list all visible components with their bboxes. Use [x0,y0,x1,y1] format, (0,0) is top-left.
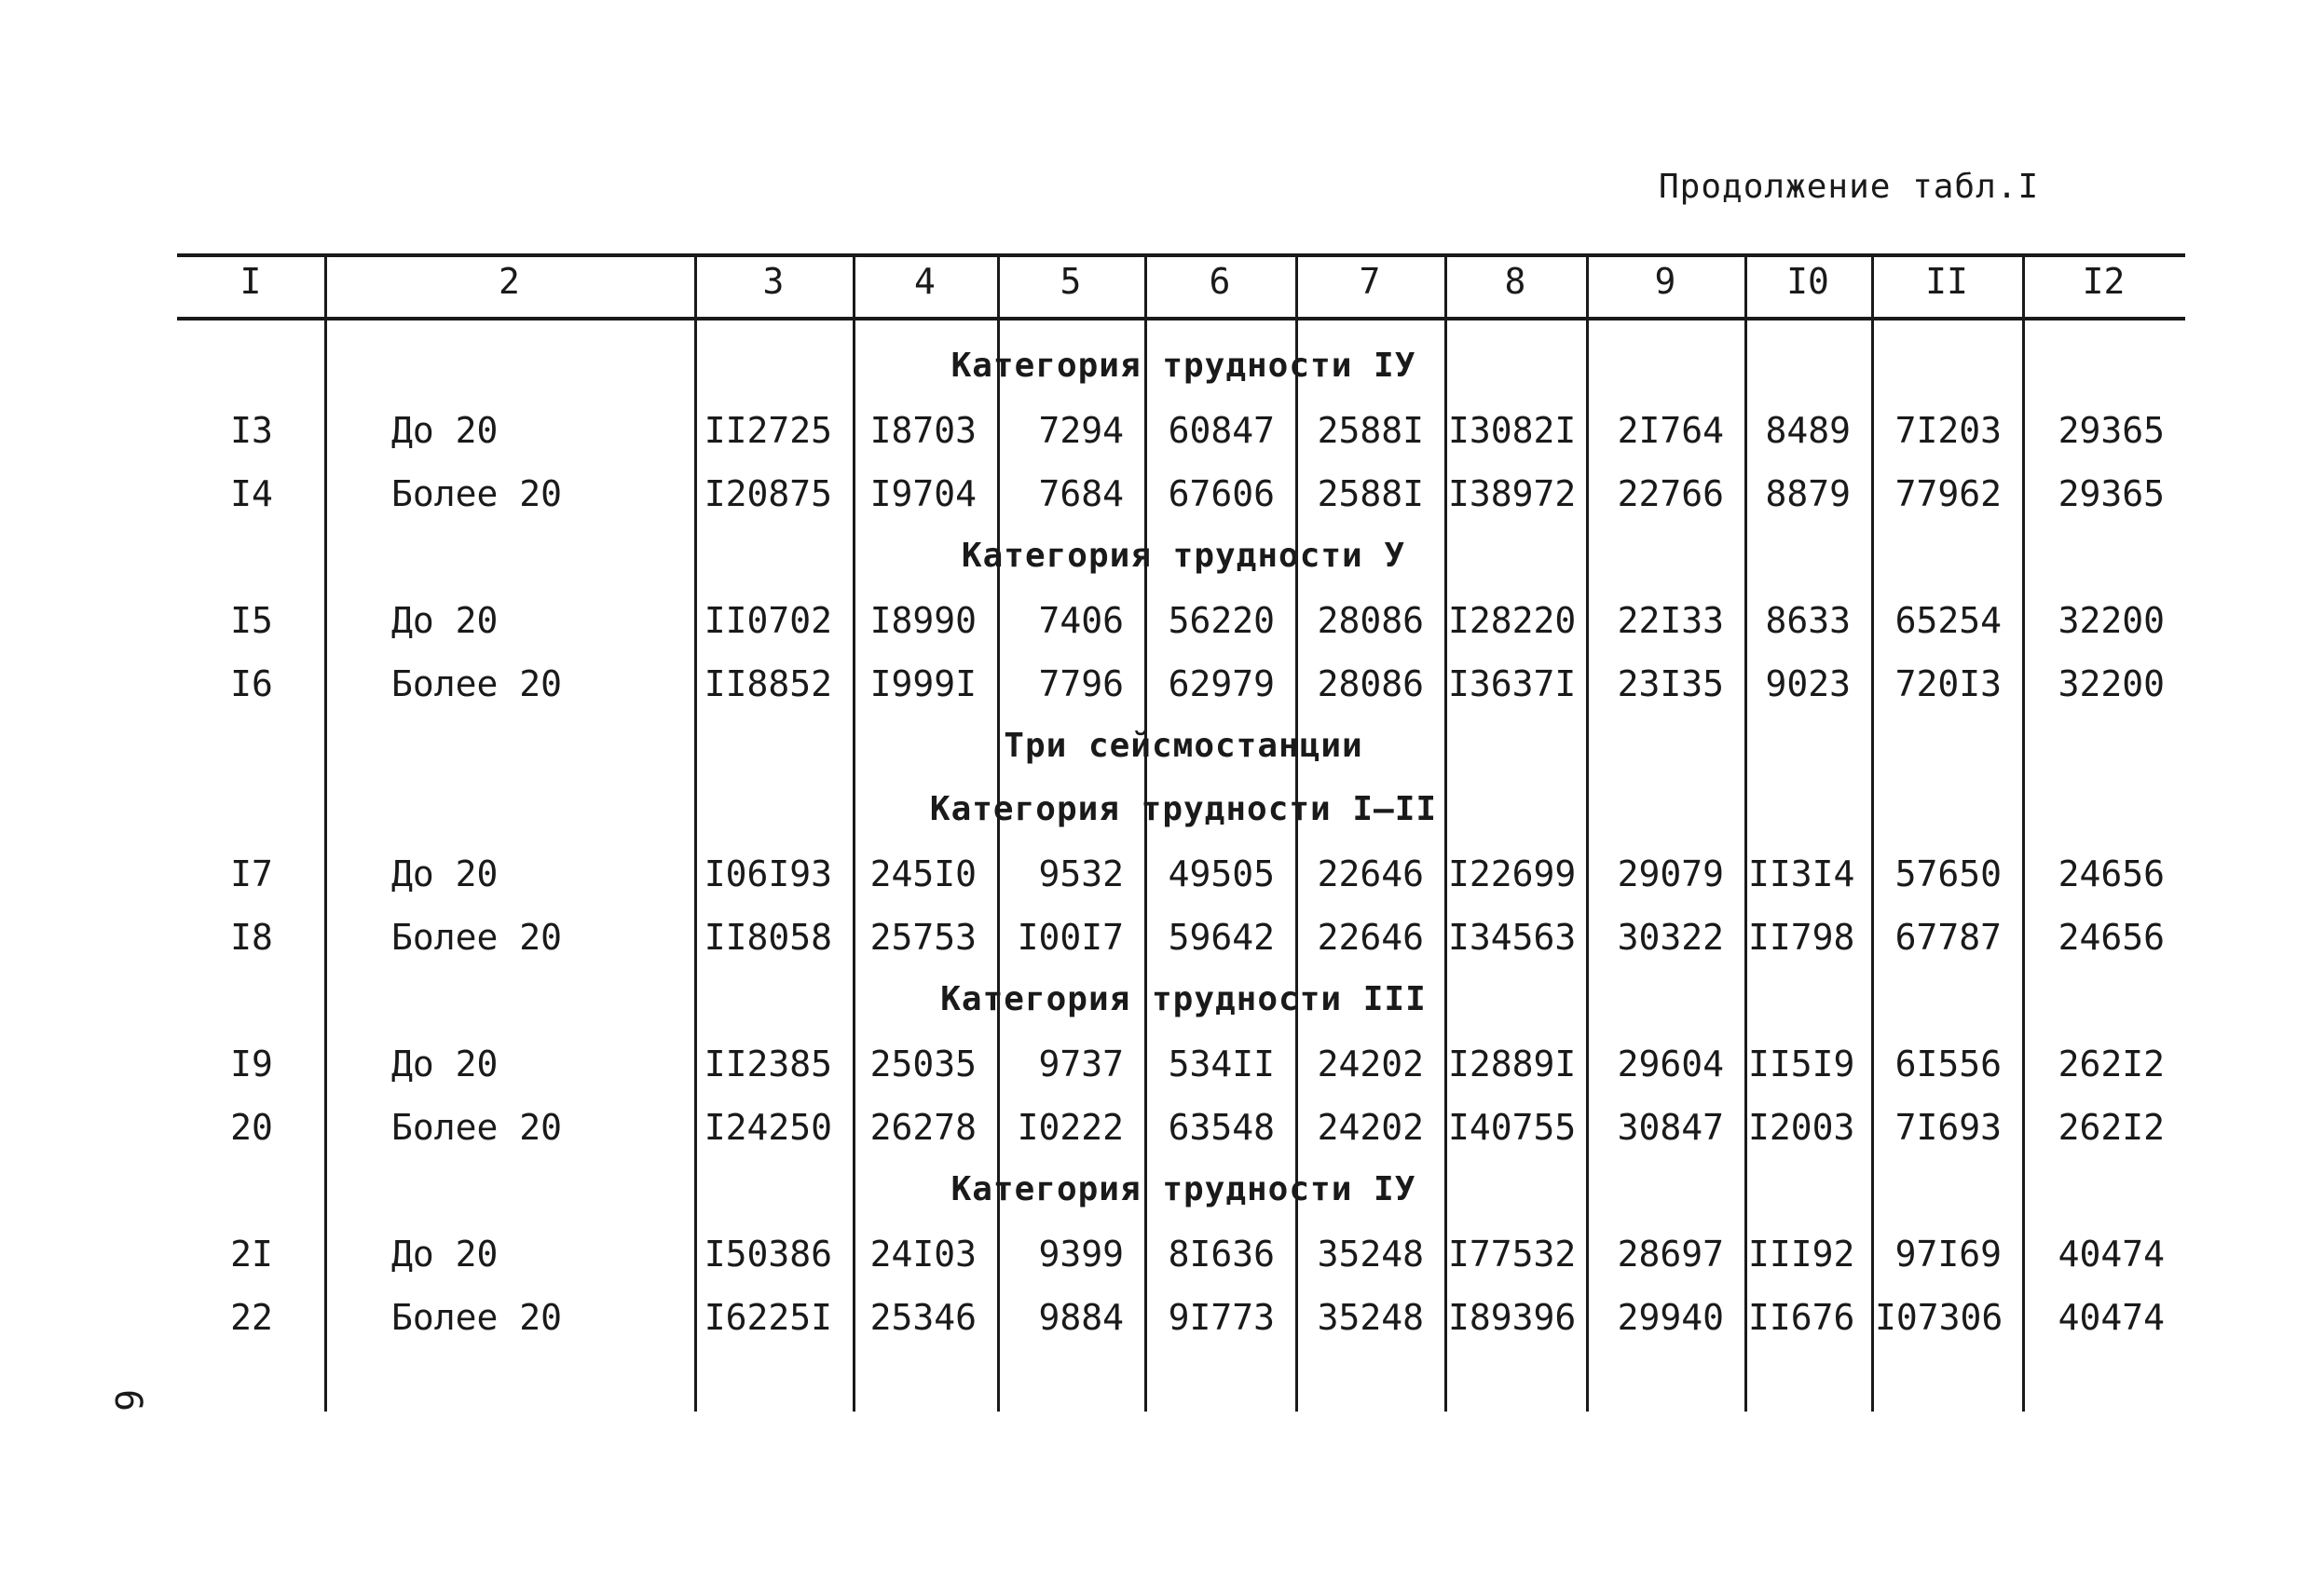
value-cell: I40755 [1448,1107,1577,1148]
value-cell: 63548 [1168,1107,1275,1148]
value-cell: 97I69 [1894,1234,2002,1275]
value-cell: 2588I [1317,410,1424,451]
value-cell: 22646 [1317,853,1424,894]
section-heading: Три сейсмостанции [1004,727,1363,765]
value-cell: 32200 [2058,600,2165,641]
value-cell: I2889I [1448,1044,1577,1084]
column-header: II [1925,261,1968,302]
value-cell: I8990 [869,600,977,641]
value-cell: 40474 [2058,1297,2165,1338]
value-cell: II798 [1748,917,1855,958]
value-cell: I50386 [704,1234,832,1275]
section-heading: Категория трудности У [961,537,1406,575]
value-cell: I3637I [1448,663,1577,704]
value-cell: I38972 [1448,473,1577,514]
table-row [0,1044,2311,1099]
column-header: I2 [2082,261,2126,302]
table-top-rule [177,253,2185,257]
value-cell: 8489 [1765,410,1851,451]
value-cell: 2I764 [1617,410,1724,451]
range-cell: До 20 [391,853,499,894]
table-row [0,1234,2311,1289]
value-cell: III92 [1748,1234,1855,1275]
value-cell: I28220 [1448,600,1577,641]
value-cell: 28086 [1317,600,1424,641]
row-number-cell: I9 [230,1044,273,1084]
value-cell: 29604 [1617,1044,1724,1084]
range-cell: До 20 [391,600,499,641]
value-cell: 9737 [1038,1044,1124,1084]
value-cell: I77532 [1448,1234,1577,1275]
value-cell: 262I2 [2058,1107,2165,1148]
value-cell: 67606 [1168,473,1275,514]
range-cell: Более 20 [391,473,563,514]
column-header: 8 [1504,261,1526,302]
value-cell: I2003 [1748,1107,1855,1148]
value-cell: 26278 [869,1107,977,1148]
value-cell: 29940 [1617,1297,1724,1338]
value-cell: 65254 [1894,600,2002,641]
value-cell: 49505 [1168,853,1275,894]
value-cell: 57650 [1894,853,2002,894]
section-heading: Категория трудности III [940,980,1427,1018]
value-cell: 24I03 [869,1234,977,1275]
value-cell: I24250 [704,1107,832,1148]
header-bottom-rule [177,317,2185,321]
value-cell: II2385 [704,1044,832,1084]
value-cell: 56220 [1168,600,1275,641]
value-cell: 25346 [869,1297,977,1338]
value-cell: I89396 [1448,1297,1577,1338]
value-cell: 59642 [1168,917,1275,958]
value-cell: 24656 [2058,853,2165,894]
column-header: 4 [914,261,936,302]
value-cell: 7406 [1038,600,1124,641]
value-cell: 29079 [1617,853,1724,894]
row-number-cell: I3 [230,410,273,451]
value-cell: I9704 [869,473,977,514]
value-cell: 40474 [2058,1234,2165,1275]
value-cell: 25035 [869,1044,977,1084]
value-cell: 9884 [1038,1297,1124,1338]
page-number: 6 [106,1388,150,1412]
range-cell: До 20 [391,1234,499,1275]
value-cell: II0702 [704,600,832,641]
row-number-cell: I5 [230,600,273,641]
value-cell: I8703 [869,410,977,451]
table-row [0,473,2311,529]
value-cell: 7796 [1038,663,1124,704]
value-cell: I20875 [704,473,832,514]
value-cell: 22766 [1617,473,1724,514]
value-cell: 60847 [1168,410,1275,451]
section-heading: Категория трудности I–II [929,790,1438,828]
row-number-cell: I4 [230,473,273,514]
table-row [0,410,2311,466]
table-row [0,600,2311,656]
row-number-cell: I8 [230,917,273,958]
table-row [0,917,2311,973]
value-cell: I22699 [1448,853,1577,894]
column-header: 2 [499,261,520,302]
row-number-cell: 22 [230,1297,273,1338]
value-cell: II3I4 [1748,853,1855,894]
column-header: 9 [1654,261,1676,302]
row-number-cell: I6 [230,663,273,704]
value-cell: 9399 [1038,1234,1124,1275]
value-cell: 30847 [1617,1107,1724,1148]
table-row [0,663,2311,719]
column-header: 7 [1359,261,1381,302]
range-cell: До 20 [391,1044,499,1084]
section-heading: Категория трудности IУ [950,1170,1416,1208]
value-cell: 7I693 [1894,1107,2002,1148]
value-cell: I34563 [1448,917,1577,958]
value-cell: I3082I [1448,410,1577,451]
value-cell: II5I9 [1748,1044,1855,1084]
value-cell: 29365 [2058,473,2165,514]
value-cell: 35248 [1317,1297,1424,1338]
value-cell: 8633 [1765,600,1851,641]
value-cell: 77962 [1894,473,2002,514]
value-cell: 24656 [2058,917,2165,958]
value-cell: 67787 [1894,917,2002,958]
value-cell: II2725 [704,410,832,451]
value-cell: 24202 [1317,1107,1424,1148]
range-cell: До 20 [391,410,499,451]
value-cell: 28697 [1617,1234,1724,1275]
value-cell: II676 [1748,1297,1855,1338]
value-cell: 23I35 [1617,663,1724,704]
value-cell: 9023 [1765,663,1851,704]
value-cell: I00I7 [1017,917,1124,958]
range-cell: Более 20 [391,917,563,958]
value-cell: 35248 [1317,1234,1424,1275]
value-cell: 534II [1168,1044,1275,1084]
row-number-cell: 2I [230,1234,273,1275]
value-cell: 6I556 [1894,1044,2002,1084]
range-cell: Более 20 [391,1297,563,1338]
column-header: 6 [1209,261,1231,302]
table-caption: Продолжение табл.I [1659,168,2040,206]
value-cell: 30322 [1617,917,1724,958]
value-cell: 9532 [1038,853,1124,894]
value-cell: 7684 [1038,473,1124,514]
value-cell: 28086 [1317,663,1424,704]
value-cell: I6225I [704,1297,832,1338]
value-cell: I07306 [1875,1297,2003,1338]
value-cell: 7294 [1038,410,1124,451]
value-cell: 2588I [1317,473,1424,514]
value-cell: 8879 [1765,473,1851,514]
section-heading: Категория трудности IУ [950,347,1416,385]
value-cell: 9I773 [1168,1297,1275,1338]
value-cell: 245I0 [869,853,977,894]
value-cell: I0222 [1017,1107,1124,1148]
value-cell: 7I203 [1894,410,2002,451]
table-row [0,1107,2311,1163]
value-cell: 262I2 [2058,1044,2165,1084]
column-header: I0 [1786,261,1829,302]
row-number-cell: I7 [230,853,273,894]
value-cell: 24202 [1317,1044,1424,1084]
value-cell: 720I3 [1894,663,2002,704]
value-cell: II8058 [704,917,832,958]
column-header: 3 [762,261,785,302]
table-row [0,853,2311,909]
value-cell: I06I93 [704,853,832,894]
range-cell: Более 20 [391,663,563,704]
table-row [0,1297,2311,1353]
value-cell: 32200 [2058,663,2165,704]
column-header: I [239,261,262,302]
value-cell: 62979 [1168,663,1275,704]
value-cell: 25753 [869,917,977,958]
value-cell: 8I636 [1168,1234,1275,1275]
value-cell: 22I33 [1617,600,1724,641]
value-cell: I999I [869,663,977,704]
value-cell: 22646 [1317,917,1424,958]
row-number-cell: 20 [230,1107,273,1148]
value-cell: II8852 [704,663,832,704]
value-cell: 29365 [2058,410,2165,451]
column-header: 5 [1060,261,1082,302]
range-cell: Более 20 [391,1107,563,1148]
